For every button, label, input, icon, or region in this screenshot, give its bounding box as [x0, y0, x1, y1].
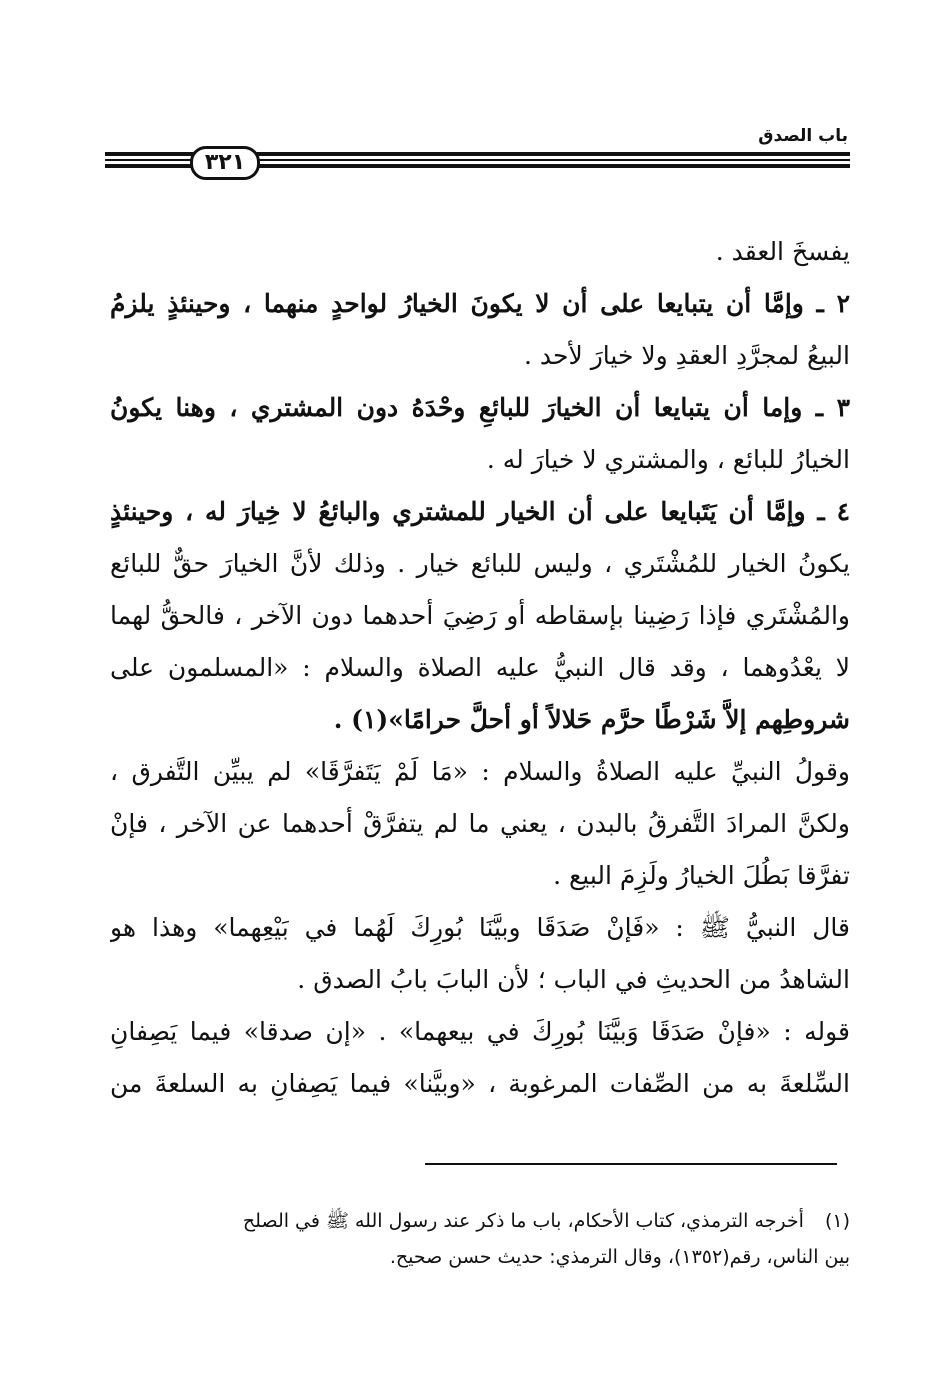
body-line: قال النبيُّ ﷺ : «فَإنْ صَدَقَا وبيَّنَا بُورِكَ لَهُما في بَيْعِهما» وهذا هو [110, 913, 850, 942]
body-line: الخيارُ للبائع ، والمشتري لا خيارَ له . [486, 445, 850, 474]
footnote-text: أخرجه الترمذي، كتاب الأحكام، باب ما ذكر عند رسول الله ﷺ في الصلح [242, 1210, 804, 1232]
footnote-text: بين الناس، رقم(١٣٥٢)، وقال الترمذي: حديث حسن صحيح. [389, 1246, 850, 1268]
body-line: ٢ ـ وإمَّا أن يتبايعا على أن لا يكونَ الخيارُ لواحدٍ منهما ، وحينئذٍ يلزمُ [110, 289, 850, 318]
body-line: الشاهدُ من الحديثِ في الباب ؛ لأن البابَ بابُ الصدق . [297, 965, 850, 994]
body-line: قوله : «فإنْ صَدَقَا وَبيَّنَا بُورِكَ في بيعهما» . «إن صدقا» فيما يَصِفانِ [110, 1017, 850, 1046]
body-line: السِّلعةَ به من الصِّفات المرغوبة ، «وبيَّنا» فيما يَصِفانِ به السلعةَ من [110, 1069, 850, 1098]
page-number: ٣٢١ [190, 146, 260, 180]
footnote-number: (١) [824, 1210, 850, 1232]
body-line: وقولُ النبيِّ عليه الصلاةُ والسلام : «مَا لَمْ يَتَفرَّقَا» لم يبيِّن التَّفرق ، [110, 757, 850, 786]
body-line: يفسخَ العقد . [715, 237, 850, 266]
body-line: يكونُ الخيار للمُشْتَري ، وليس للبائع خيار . وذلك لأنَّ الخيارَ حقٌّ للبائع [110, 549, 850, 578]
body-text [110, 226, 850, 1110]
footnote [110, 1203, 850, 1275]
body-line: ٤ ـ وإمَّا أن يَتَبايعا على أن الخيار للمشتري والبائعُ لا خِيارَ له ، وحينئذٍ [110, 497, 850, 526]
running-header-title: باب الصدق [758, 126, 848, 146]
footnote-separator [425, 1163, 837, 1165]
body-line: لا يعْدُوهما ، وقد قال النبيُّ عليه الصلاة والسلام : «المسلمون على [110, 653, 850, 682]
footnote-line [110, 1203, 850, 1239]
footnote-line [110, 1239, 850, 1275]
body-line: البيعُ لمجرَّدِ العقدِ ولا خيارَ لأحد . [524, 341, 850, 370]
body-line: شروطِهم إلاَّ شَرْطًا حرَّم حَلالاً أو أحلَّ حرامًا»(١) . [333, 705, 850, 734]
body-line: ولكنَّ المرادَ التَّفرقُ بالبدن ، يعني ما لم يتفرَّقْ أحدهما عن الآخر ، فإنْ [110, 809, 850, 838]
body-line: ٣ ـ وإما أن يتبايعا أن الخيارَ للبائعِ وحْدَهُ دون المشتري ، وهنا يكونُ [110, 393, 850, 422]
body-line: تفرَّقا بَطُلَ الخيارُ ولَزِمَ البيع . [553, 861, 850, 890]
body-line: والمُشْتَري فإذا رَضِينا بإسقاطه أو رَضِيَ أحدهما دون الآخر ، فالحقُّ لهما [110, 601, 850, 630]
header-rule [105, 146, 850, 180]
